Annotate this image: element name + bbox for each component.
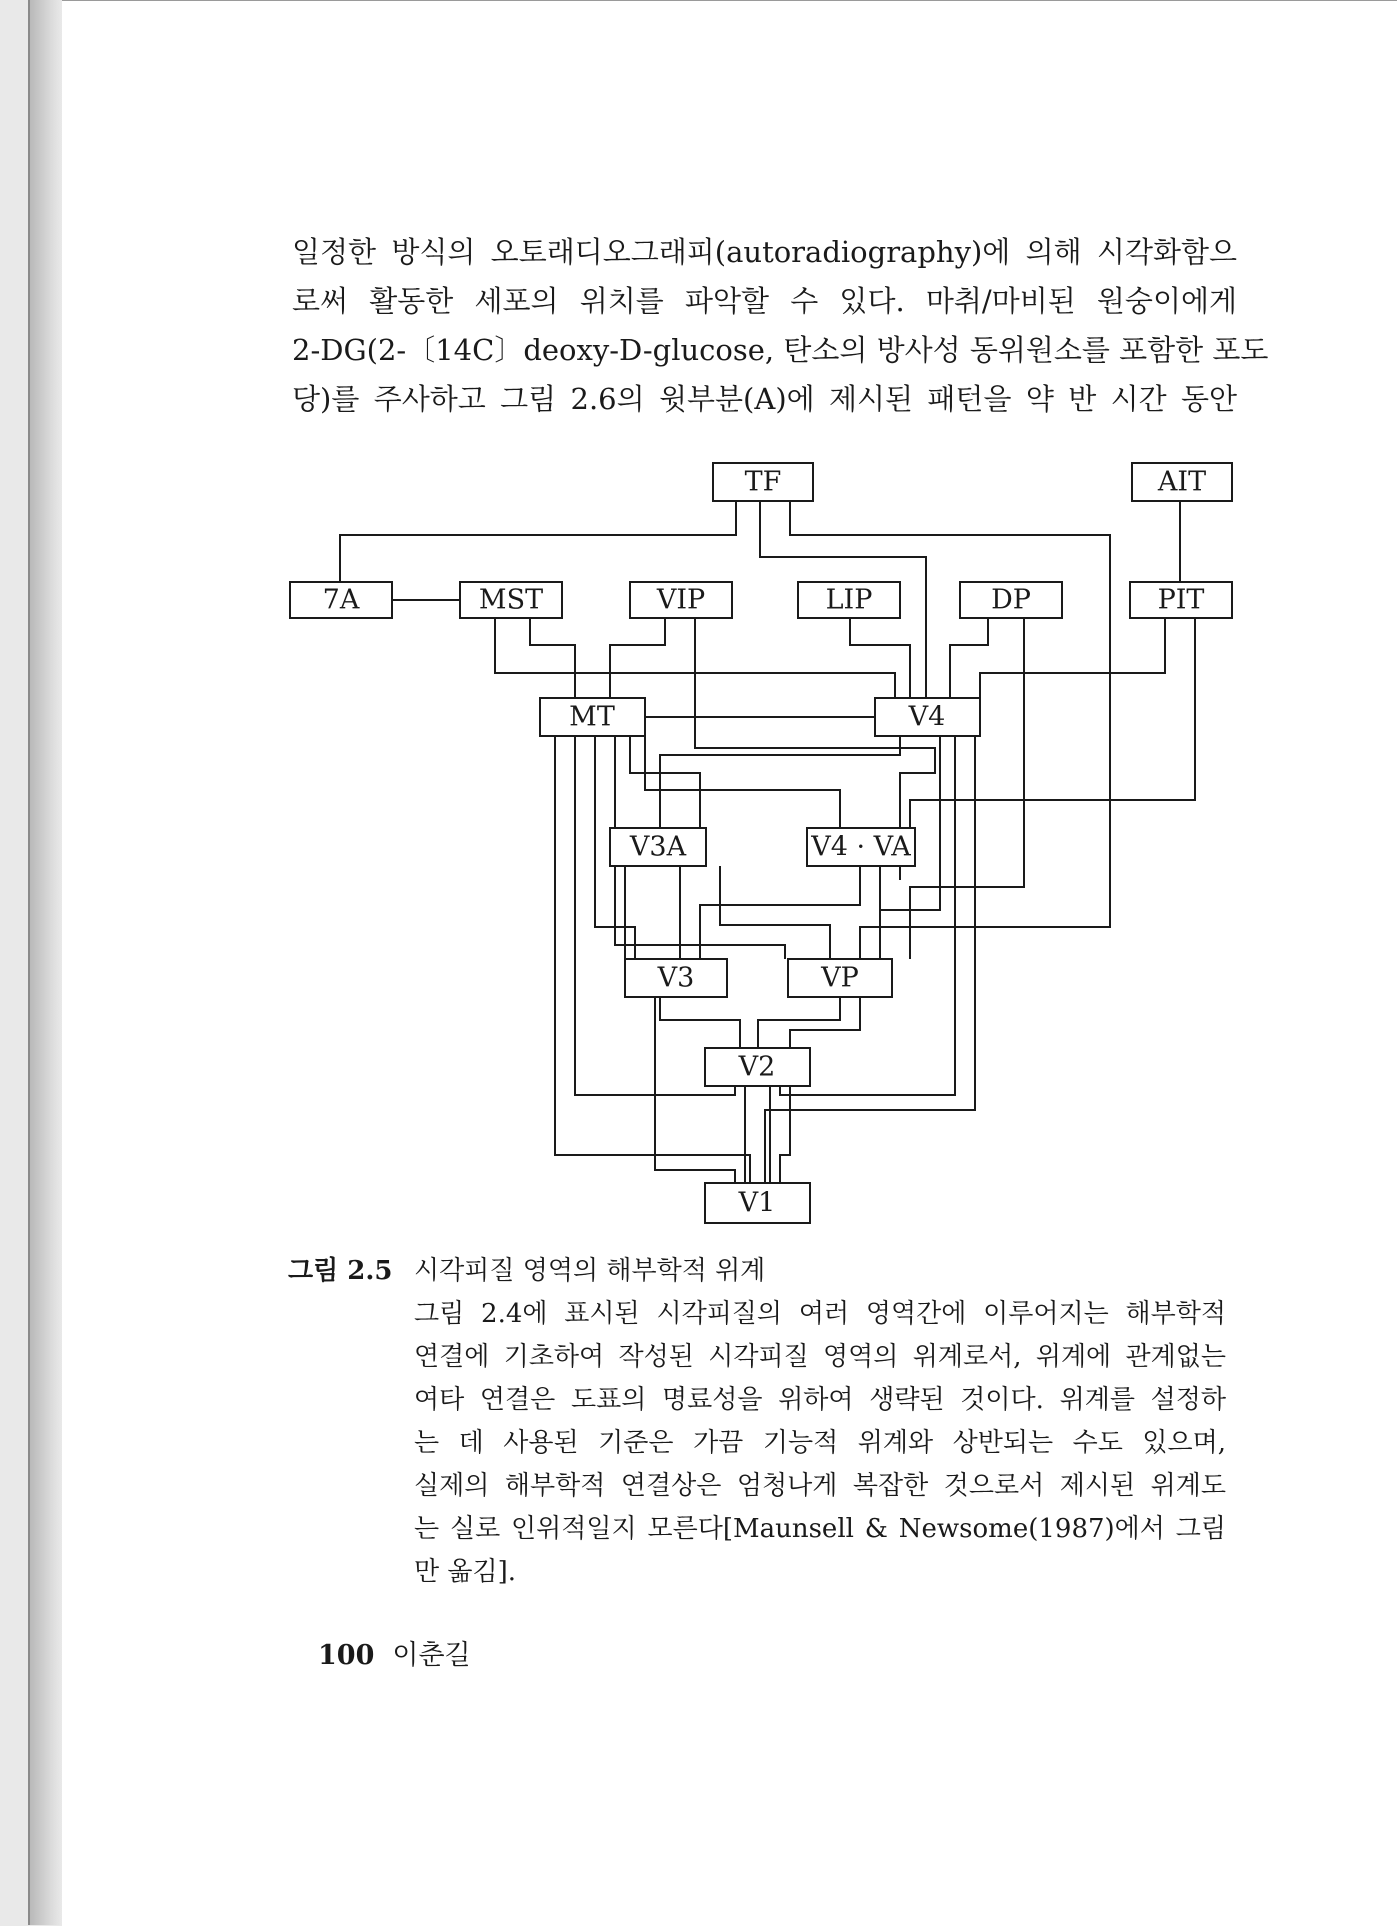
page-number: 100	[318, 1640, 375, 1671]
edge-vip-mt	[610, 618, 665, 698]
edge-tf-7a	[340, 501, 736, 582]
caption-line: 는 실로 인위적일지 모른다[Maunsell & Newsome(1987)에서 그림	[414, 1514, 1226, 1544]
node-v3	[625, 959, 727, 997]
body-paragraph	[292, 228, 1269, 424]
running-author: 이춘길	[392, 1640, 471, 1671]
figure-title: 시각피질 영역의 해부학적 위계	[414, 1256, 766, 1286]
node-label: V3	[657, 962, 695, 994]
node-label: DP	[991, 584, 1031, 616]
node-vip	[630, 582, 732, 618]
node-v1	[705, 1183, 810, 1223]
paragraph-line: 2-DG(2-〔14C〕deoxy-D-glucose, 탄소의 방사성 동위원소를 포함한 포도	[292, 333, 1269, 367]
node-label: LIP	[825, 584, 873, 616]
node-label: V4 · VA	[811, 831, 911, 863]
node-lip	[798, 582, 900, 618]
node-label: V1	[738, 1187, 776, 1219]
edge-dp-vp	[910, 618, 1024, 959]
edge-mst-mt	[530, 618, 575, 698]
paragraph-line: 로써 활동한 세포의 위치를 파악할 수 있다. 마취/마비된 원숭이에게	[292, 284, 1237, 318]
node-label: AIT	[1157, 466, 1207, 498]
caption-line: 는 데 사용된 기준은 가끔 기능적 위계와 상반되는 수도 있으며,	[414, 1428, 1226, 1458]
node-v4va	[807, 828, 915, 866]
node-v2	[705, 1048, 810, 1086]
node-mst	[460, 582, 562, 618]
edge-vp-v1	[780, 997, 860, 1183]
edge-dp-v4	[950, 618, 988, 698]
caption-line: 그림 2.4에 표시된 시각피질의 여러 영역간에 이루어지는 해부학적	[414, 1299, 1226, 1329]
node-label: PIT	[1157, 584, 1205, 616]
node-label: V2	[738, 1051, 776, 1083]
figure-label: 그림 2.5	[288, 1256, 393, 1286]
figure-caption-body	[414, 1293, 1226, 1594]
node-v4	[875, 698, 980, 736]
node-vp	[788, 959, 892, 997]
caption-line: 연결에 기초하여 작성된 시각피질 영역의 위계로서, 위계에 관계없는	[414, 1342, 1226, 1372]
paragraph-line: 일정한 방식의 오토래디오그래피(autoradiography)에 의해 시각화함으	[292, 235, 1237, 269]
node-label: 7A	[322, 584, 360, 616]
page-footer	[318, 1633, 471, 1672]
node-label: TF	[744, 466, 782, 498]
caption-line: 실제의 해부학적 연결상은 엄청나게 복잡한 것으로서 제시된 위계도	[414, 1471, 1226, 1501]
caption-line: 여타 연결은 도표의 명료성을 위하여 생략된 것이다. 위계를 설정하	[414, 1385, 1226, 1415]
figure-caption-title	[288, 1250, 765, 1287]
node-7a	[290, 582, 392, 618]
node-ait	[1132, 463, 1232, 501]
node-pit	[1130, 582, 1232, 618]
node-label: MT	[569, 701, 615, 733]
node-label: VP	[821, 962, 859, 994]
edge-mt-v4va	[645, 736, 840, 828]
edge-vp-v2	[758, 997, 840, 1048]
node-label: V3A	[629, 831, 687, 863]
edge-lip-v4	[850, 618, 910, 698]
node-mt	[540, 698, 645, 736]
edge-pit-v4	[980, 618, 1165, 698]
edge-mt-v3a	[630, 736, 700, 828]
node-v3a	[610, 828, 706, 866]
visual-cortex-hierarchy-diagram	[280, 455, 1250, 1235]
node-label: VIP	[656, 584, 706, 616]
caption-line: 만 옮김].	[414, 1557, 517, 1587]
paragraph-line: 당)를 주사하고 그림 2.6의 윗부분(A)에 제시된 패턴을 약 반 시간 동안	[292, 382, 1237, 416]
node-dp	[960, 582, 1062, 618]
node-label: MST	[478, 584, 544, 616]
node-tf	[713, 463, 813, 501]
node-label: V4	[908, 701, 946, 733]
edge-v3-v2	[660, 997, 740, 1048]
